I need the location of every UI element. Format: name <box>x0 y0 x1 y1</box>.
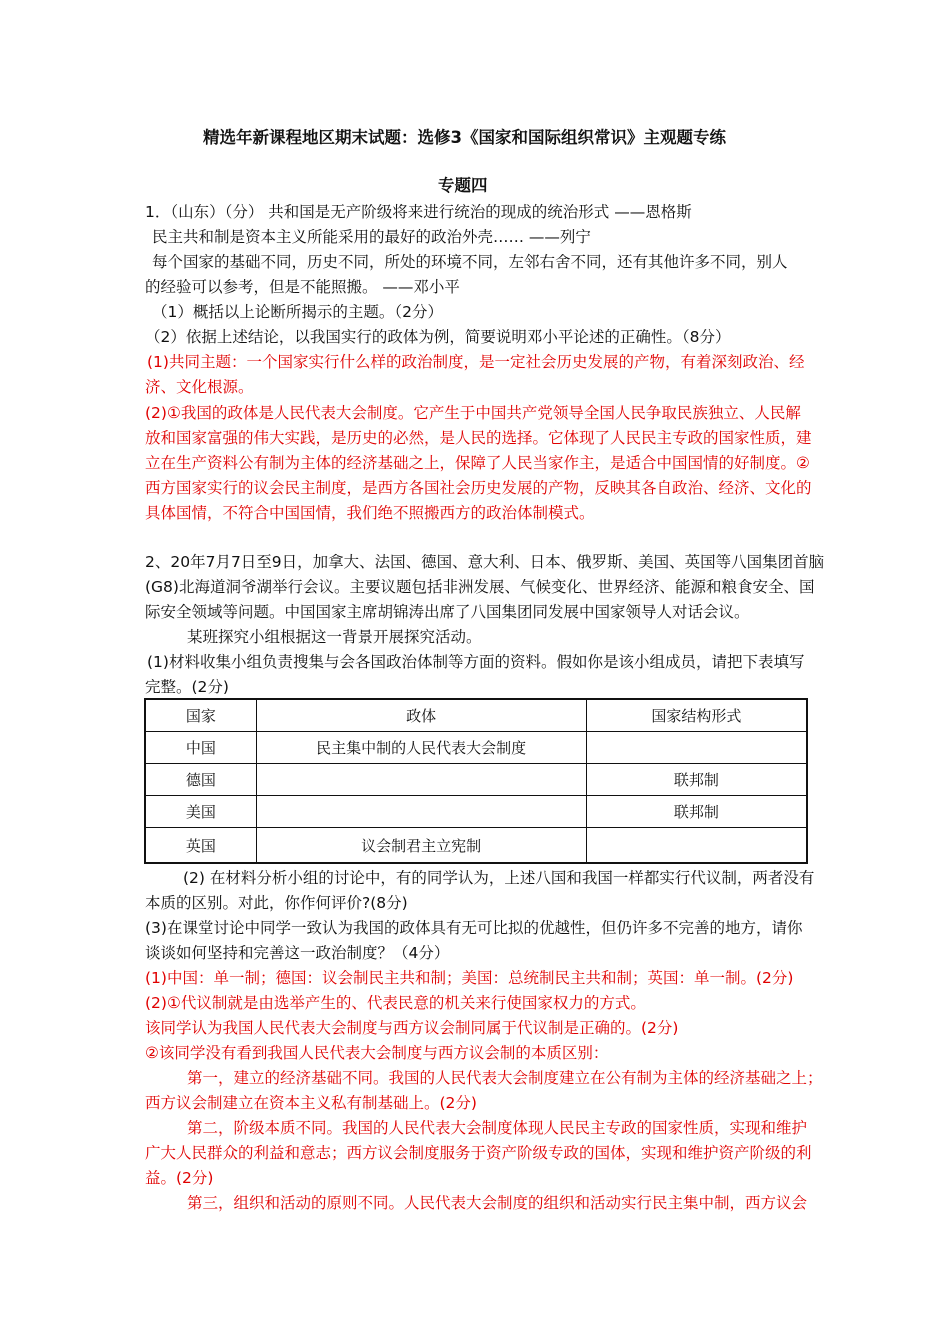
q2-sub-question: 完整。(2分) <box>145 678 229 696</box>
table-header-cell: 政体 <box>256 699 586 732</box>
q2-stem-line: 某班探究小组根据这一背景开展探究活动。 <box>187 628 482 646</box>
government-table <box>144 698 808 864</box>
page-title: 精选年新课程地区期末试题：选修3《国家和国际组织常识》主观题专练 <box>203 128 726 147</box>
q1-answer-line: (1)共同主题：一个国家实行什么样的政治制度，是一定社会历史发展的产物，有着深刻政治、经 <box>147 353 805 371</box>
table-cell: 民主集中制的人民代表大会制度 <box>256 732 586 764</box>
table-header-cell: 国家 <box>145 699 256 732</box>
table-cell <box>256 764 586 796</box>
q2-stem-line: 际安全领域等问题。中国国家主席胡锦涛出席了八国集团同发展中国家领导人对话会议。 <box>145 603 750 621</box>
q2-answer-line: (1)中国：单一制；德国：议会制民主共和制；美国：总统制民主共和制；英国：单一制。(2分) <box>145 969 794 987</box>
table-cell: 中国 <box>145 732 256 764</box>
table-cell: 德国 <box>145 764 256 796</box>
table-cell <box>586 732 807 764</box>
table-row <box>145 764 807 796</box>
table-header-row <box>145 699 807 732</box>
q2-answer-line: 第二，阶级本质不同。我国的人民代表大会制度体现人民民主专政的国家性质，实现和维护 <box>187 1119 808 1137</box>
table-header-cell: 国家结构形式 <box>586 699 807 732</box>
q2-answer-line: 第一，建立的经济基础不同。我国的人民代表大会制度建立在公有制为主体的经济基础之上； <box>187 1069 823 1087</box>
q2-sub-question: (2) 在材料分析小组的讨论中，有的同学认为，上述八国和我国一样都实行代议制，两者没有 <box>183 869 815 887</box>
q1-answer-line: 立在生产资料公有制为主体的经济基础之上，保障了人民当家作主，是适合中国国情的好制度。② <box>145 454 810 472</box>
q1-answer-line: 具体国情，不符合中国国情，我们绝不照搬西方的政治体制模式。 <box>145 504 595 522</box>
table-cell: 美国 <box>145 796 256 828</box>
q2-answer-line: 西方议会制建立在资本主义私有制基础上。(2分) <box>145 1094 477 1112</box>
q2-stem-line: 2、20年7月7日至9日，加拿大、法国、德国、意大利、日本、俄罗斯、美国、英国等八国集团首脑 <box>145 553 825 571</box>
q1-stem-line: 1．（山东）（分） 共和国是无产阶级将来进行统治的现成的统治形式 ——恩格斯 <box>145 203 692 221</box>
table-cell: 联邦制 <box>586 796 807 828</box>
q2-stem-line: (G8)北海道洞爷湖举行会议。主要议题包括非洲发展、气候变化、世界经济、能源和粮食安全、国 <box>145 578 815 596</box>
table-cell: 英国 <box>145 828 256 864</box>
section-subtitle: 专题四 <box>438 176 488 195</box>
table-cell <box>256 796 586 828</box>
table-row <box>145 828 807 864</box>
q2-answer-line: 该同学认为我国人民代表大会制度与西方议会制同属于代议制是正确的。(2分) <box>145 1019 679 1037</box>
q2-answer-line: ②该同学没有看到我国人民代表大会制度与西方议会制的本质区别： <box>145 1044 609 1062</box>
q2-answer-line: (2)①代议制就是由选举产生的、代表民意的机关来行使国家权力的方式。 <box>145 994 646 1012</box>
q1-answer-line: 西方国家实行的议会民主制度，是西方各国社会历史发展的产物，反映其各自政治、经济、文化的 <box>145 479 812 497</box>
q1-sub-question: （2）依据上述结论，以我国实行的政体为例，简要说明邓小平论述的正确性。（8分） <box>145 328 731 346</box>
q2-sub-question: (1)材料收集小组负责搜集与会各国政治体制等方面的资料。假如你是该小组成员，请把下表填写 <box>147 653 805 671</box>
q1-answer-line: (2)①我国的政体是人民代表大会制度。它产生于中国共产党领导全国人民争取民族独立、人民解 <box>145 404 801 422</box>
table-cell: 联邦制 <box>586 764 807 796</box>
q1-sub-question: （1）概括以上论断所揭示的主题。（2分） <box>152 303 443 321</box>
q1-stem-line: 每个国家的基础不同，历史不同，所处的环境不同，左邻右舍不同，还有其他许多不同，别人 <box>152 253 788 271</box>
q2-sub-question: (3)在课堂讨论中同学一致认为我国的政体具有无可比拟的优越性，但仍许多不完善的地方，请你 <box>145 919 803 937</box>
table-row <box>145 796 807 828</box>
table-row <box>145 732 807 764</box>
table-cell: 议会制君主立宪制 <box>256 828 586 864</box>
q2-sub-question: 谈谈如何坚持和完善这一政治制度？（4分） <box>145 944 450 962</box>
q2-answer-line: 广大人民群众的利益和意志；西方议会制度服务于资产阶级专政的国体，实现和维护资产阶级的利 <box>145 1144 812 1162</box>
q1-answer-line: 放和国家富强的伟大实践，是历史的必然，是人民的选择。它体现了人民民主专政的国家性质，建 <box>145 429 812 447</box>
q2-sub-question: 本质的区别。对此，你作何评价?(8分) <box>145 894 408 912</box>
q1-stem-line: 民主共和制是资本主义所能采用的最好的政治外壳…… ——列宁 <box>152 228 591 246</box>
q1-stem-line: 的经验可以参考，但是不能照搬。 ——邓小平 <box>145 278 460 296</box>
q1-answer-line: 济、文化根源。 <box>145 378 254 396</box>
table-cell <box>586 828 807 864</box>
q2-answer-line: 益。(2分) <box>145 1169 214 1187</box>
q2-answer-line: 第三，组织和活动的原则不同。人民代表大会制度的组织和活动实行民主集中制，西方议会 <box>187 1194 808 1212</box>
